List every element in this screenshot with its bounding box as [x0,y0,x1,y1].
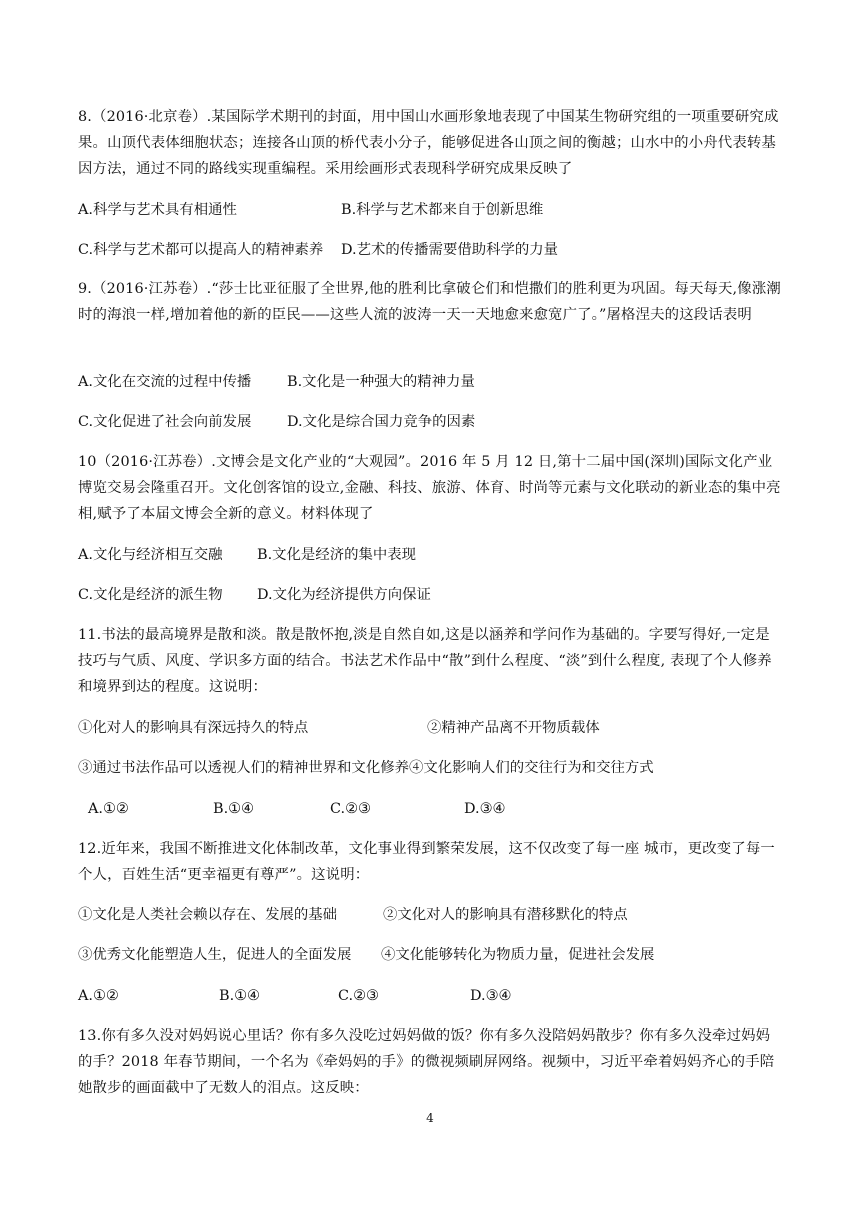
question-11-option-b: B.①④ [213,801,254,817]
question-11-statements-row-1 [78,715,784,741]
question-11-statement-2: ②精神产品离不开物质载体 [427,720,600,736]
question-11-stem: 11.书法的最高境界是散和淡。散是散怀抱,淡是自然自如,这是以涵养和学问作为基础的。字要写得好,一定是技巧与气质、风度、学识多方面的结合。书法艺术作品中“散”到什么程度、“淡”到什么程度, 表现了个人修养和境界到达的程度。这说明： [78,627,772,695]
question-11-statement-3-4: ③通过书法作品可以透视人们的精神世界和文化修养④文化影响人们的交往行为和交往方式 [78,760,654,776]
question-10-option-c: C.文化是经济的派生物 [78,587,223,603]
question-8-option-c: C.科学与艺术都可以提高人的精神素养 [78,242,324,258]
question-9-option-b: B.文化是一种强大的精神力量 [287,374,475,390]
question-8-stem: 8.（2016·北京卷）.某国际学术期刊的封面，用中国山水画形象地表现了中国某生物研究组的一项重要研究成果。山顶代表体细胞状态；连接各山顶的桥代表小分子，能够促进各山顶之间的衡越；山水中的小舟代表转基因方法，通过不同的路线实现重编程。采用绘画形式表现科学研究成果反映了 [78,109,779,177]
question-11-options [78,796,784,822]
question-12-statements-row-1 [78,902,784,928]
question-13-stem: 13.你有多久没对妈妈说心里话？你有多久没吃过妈妈做的饭？你有多久没陪妈妈散步？你有多久没牵过妈妈的手？2018 年春节期间，一个名为《牵妈妈的手》的微视频刷屏网络。视频中，习近平牵着妈妈齐心的手陪她散步的画面截中了无数人的泪点。这反映： [78,1028,775,1096]
question-9-option-c: C.文化促进了社会向前发展 [78,414,252,430]
question-12-option-a: A.①② [78,988,119,1004]
question-10-options-row-1 [78,542,784,568]
question-10-option-a: A.文化与经济相互交融 [78,547,223,563]
question-12-statements-row-2 [78,942,784,968]
question-12-option-c: C.②③ [338,988,379,1004]
question-12-statement-3: ③优秀文化能塑造人生，促进人的全面发展 [78,947,352,963]
question-8-option-b: B.科学与艺术都来自于创新思维 [341,202,544,218]
question-11-option-c: C.②③ [330,801,371,817]
question-12-option-d: D.③④ [470,988,512,1004]
question-11-statements-row-2 [78,755,784,781]
question-12-statement-1: ①文化是人类社会赖以存在、发展的基础 [78,907,338,923]
question-12-option-b: B.①④ [219,988,260,1004]
question-8-options-row-1 [78,197,784,223]
question-9-option-d: D.文化是综合国力竞争的因素 [287,414,476,430]
question-9-options-row-2 [78,409,784,435]
question-12-statement-4: ④文化能够转化为物质力量，促进社会发展 [381,947,655,963]
question-8-option-d: D.艺术的传播需要借助科学的力量 [341,242,559,258]
question-11-statement-1: ①化对人的影响具有深远持久的特点 [78,720,309,736]
question-8-option-a: A.科学与艺术具有相通性 [78,202,237,218]
question-11-option-a: A.①② [88,801,129,817]
question-10-option-d: D.文化为经济提供方向保证 [257,587,431,603]
question-9-stem: 9.（2016·江苏卷）.“莎士比亚征服了全世界,他的胜利比拿破仑们和恺撒们的胜利更为巩固。每天每天,像涨潮时的海浪一样,增加着他的新的臣民——这些人流的波涛一天一天地愈来愈宽广了。”屠格涅夫的这段话表明 [78,281,781,323]
question-8-options-row-2 [78,237,784,263]
question-12-stem: 12.近年来，我国不断推进文化体制改革，文化事业得到繁荣发展，这不仅改变了每一座 城市，更改变了每一个人，百姓生活“更幸福更有尊严”。这说明： [78,841,775,883]
question-9-option-a: A.文化在交流的过程中传播 [78,374,252,390]
question-10-options-row-2 [78,582,784,608]
question-12-statement-2: ②文化对人的影响具有潜移默化的特点 [383,907,628,923]
question-10-stem: 10（2016·江苏卷）.文博会是文化产业的“大观园”。2016 年 5 月 12 日,第十二届中国(深圳)国际文化产业博览交易会隆重召开。文化创客馆的设立,金融、科技、旅游、体育、时尚等元素与文化联动的新业态的集中亮相,赋予了本届文博会全新的意义。材料体现了 [78,454,781,522]
question-11-option-d: D.③④ [464,801,506,817]
question-9-options-row-1 [78,369,784,395]
question-10-option-b: B.文化是经济的集中表现 [257,547,417,563]
page-number: 4 [426,1111,434,1125]
question-12-options [78,983,784,1009]
